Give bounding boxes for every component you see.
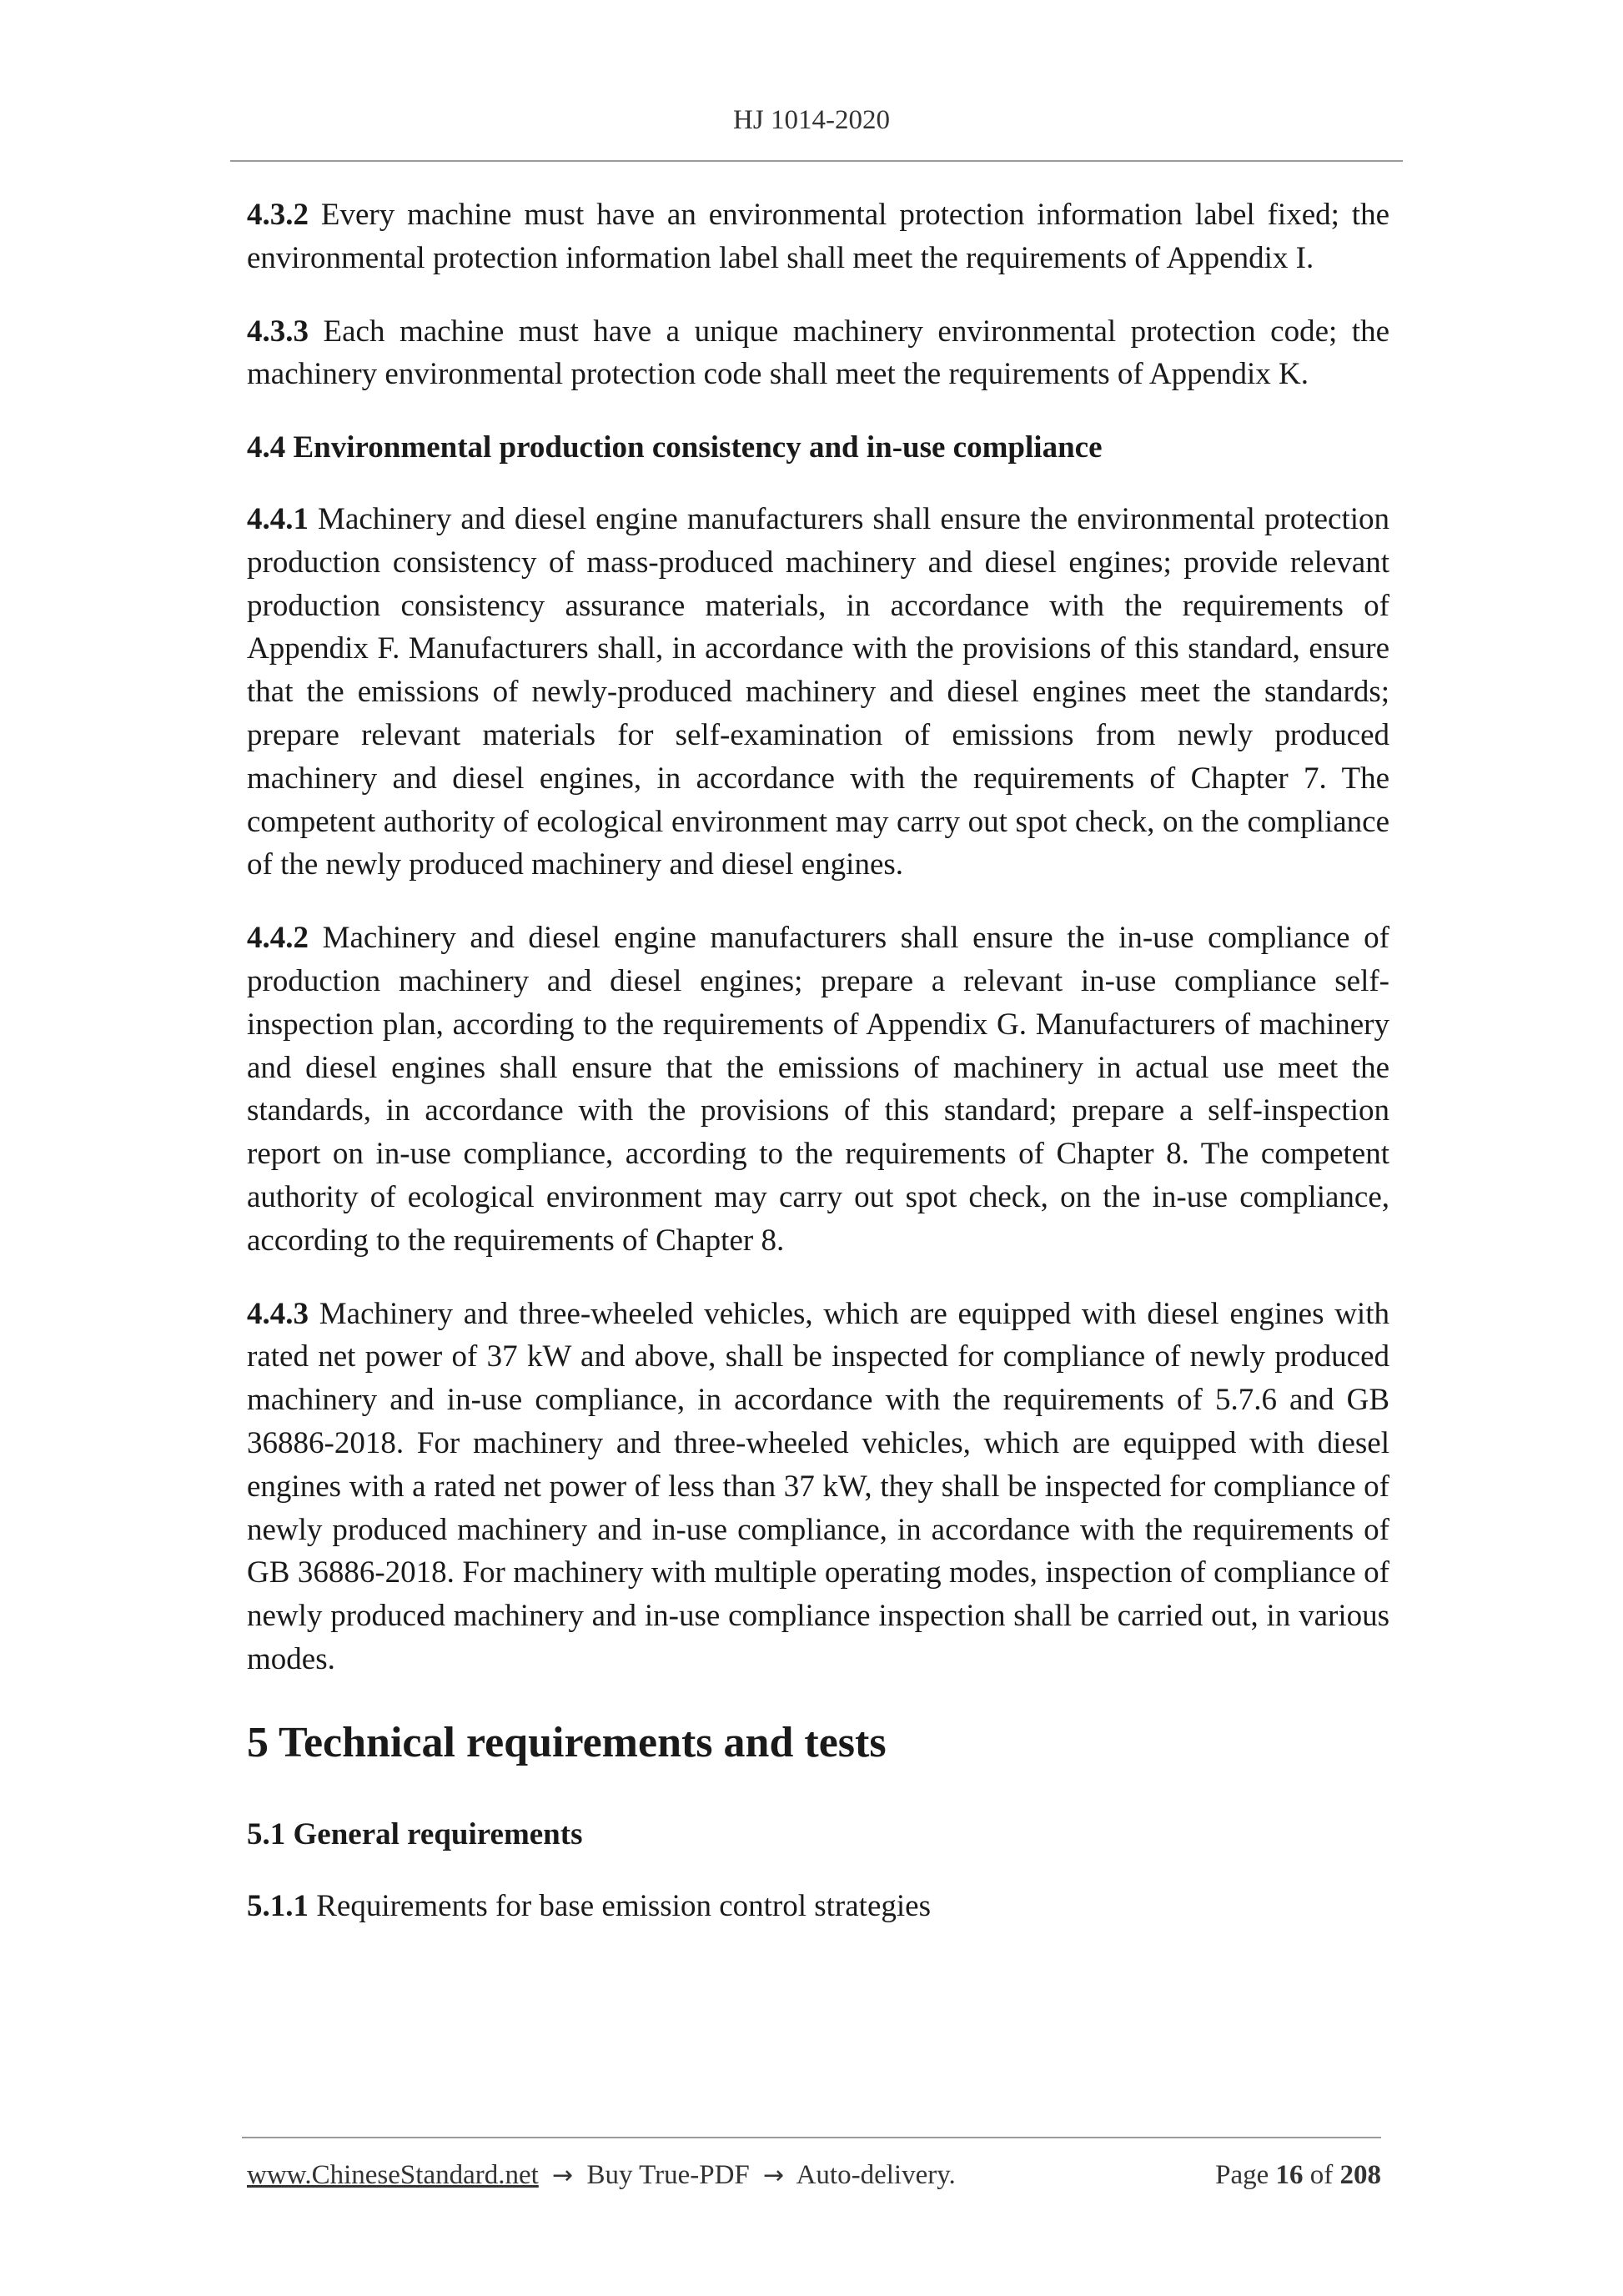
header-divider <box>230 160 1403 162</box>
website-link[interactable]: www.ChineseStandard.net <box>247 2160 539 2190</box>
page-current: 16 <box>1275 2160 1304 2190</box>
document-code: HJ 1014-2020 <box>733 105 890 135</box>
clause-4-4-2 <box>247 917 1389 1262</box>
clause-text: Every machine must have an environmental protection information label fixed; the environmental protection information label shall meet the requirements of Appendix I. <box>247 198 1389 275</box>
page-number <box>1215 2160 1381 2191</box>
footer-divider <box>242 2137 1381 2138</box>
section-5-1-heading: 5.1 General requirements <box>247 1816 583 1851</box>
clause-5-1-1 <box>247 1885 1389 1928</box>
clause-text: Machinery and diesel engine manufacturers shall ensure the environmental protection production consistency of mass-produced machinery and diesel engines; provide relevant production consistency assurance materials, in accordance with the requirements of Appendix F. Manufacturers shall, in accordance with the provisions of this standard, ensure that the emissions of newly-produced machinery and diesel engines meet the standards; prepare relevant materials for self-examination of emissions from newly produced machinery and diesel engines, in accordance with the requirements of Chapter 7. The competent authority of ecological environment may carry out spot check, on the compliance of the newly produced machinery and diesel engines. <box>247 501 1390 882</box>
clause-text: Requirements for base emission control strategies <box>316 1888 931 1923</box>
footer-promo <box>247 2160 956 2191</box>
arrow-right-icon: → <box>763 2161 785 2190</box>
clause-number: 5.1.1 <box>247 1888 309 1923</box>
clause-number: 4.4.1 <box>247 501 309 536</box>
page-header <box>0 105 1623 136</box>
page-footer <box>247 2160 1381 2191</box>
clause-number: 4.4.2 <box>247 921 309 956</box>
buy-text: Buy True-PDF <box>586 2160 750 2190</box>
clause-4-3-3 <box>247 310 1389 397</box>
page-label: Page <box>1215 2160 1269 2190</box>
clause-4-4-1 <box>247 498 1389 887</box>
clause-text: Machinery and three-wheeled vehicles, which are equipped with diesel engines with rated net power of 37 kW and above, shall be inspected for compliance of newly produced machinery and in-use compliance, in accordance with the requirements of 5.7.6 and GB 36886-2018. For machinery and three-wheeled vehicles, which are equipped with diesel engines with a rated net power of less than 37 kW, they shall be inspected for compliance of newly produced machinery and in-use compliance, in accordance with the requirements of GB 36886-2018. For machinery with multiple operating modes, inspection of compliance of newly produced machinery and in-use compliance inspection shall be carried out, in various modes. <box>247 1296 1389 1676</box>
clause-4-3-2 <box>247 193 1389 280</box>
chapter-5-heading: 5 Technical requirements and tests <box>247 1718 887 1766</box>
clause-4-4-3 <box>247 1293 1389 1681</box>
delivery-text: Auto-delivery. <box>796 2160 956 2190</box>
clause-number: 4.4.3 <box>247 1296 309 1331</box>
clause-text: Machinery and diesel engine manufacturers shall ensure the in-use compliance of production machinery and diesel engines; prepare a relevant in-use compliance self-inspection plan, according to the requirements of Appendix G. Manufacturers of machinery and diesel engines shall ensure that the emissions of machinery in actual use meet the standards, in accordance with the provisions of this standard; prepare a self-inspection report on in-use compliance, according to the requirements of Chapter 8. The competent authority of ecological environment may carry out spot check, on the in-use compliance, according to the requirements of Chapter 8. <box>247 921 1389 1258</box>
document-body <box>247 193 1389 1957</box>
page-of: of <box>1309 2160 1334 2190</box>
clause-number: 4.3.3 <box>247 314 309 349</box>
clause-number: 4.3.2 <box>247 198 309 232</box>
page-total: 208 <box>1339 2160 1381 2190</box>
section-4-4-heading: 4.4 Environmental production consistency and in-use compliance <box>247 430 1103 465</box>
clause-text: Each machine must have a unique machinery environmental protection code; the machinery environmental protection code shall meet the requirements of Appendix K. <box>247 314 1390 392</box>
arrow-right-icon: → <box>552 2161 574 2190</box>
